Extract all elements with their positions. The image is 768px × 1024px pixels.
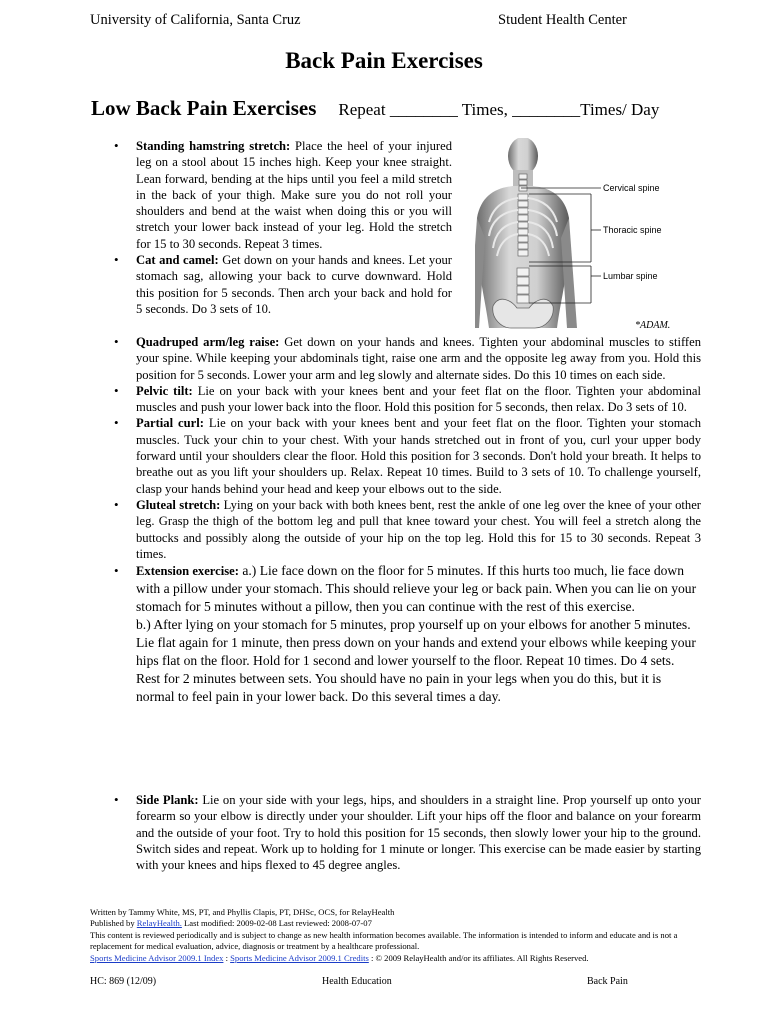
figure-label-lumbar: Lumbar spine [603, 271, 658, 281]
exercise-list-top [136, 138, 452, 317]
list-item: • Cat and camel: Get down on your hands and knees. Let your stomach sag, allowing your back to curve downward. Hold this position for 5 seconds. Then arch your back and hold for 5 seconds. Do 3 sets of 10. [136, 252, 452, 317]
footer-published: Published by RelayHealth. Last modified: 2009-02-08 Last reviewed: 2008-07-07 [90, 918, 372, 929]
exercise-list-bottom [136, 792, 701, 873]
credits-link[interactable]: Sports Medicine Advisor 2009.1 Credits [230, 952, 369, 963]
adam-logo: *ADAM. [635, 320, 671, 331]
publisher-link[interactable]: RelayHealth. [136, 918, 182, 929]
figure-label-thoracic: Thoracic spine [603, 225, 662, 235]
list-item: • Side Plank: Lie on your side with your legs, hips, and shoulders in a straight line. Prop yourself up onto your forearm so your elbow is directly under your shoulder. Lift your hips off the floor and balance on your forearm and the outside of your foot. Try to hold this position for 15 seconds, then slowly lower your hip to the ground. Switch sides and repeat. Work up to holding for 1 minute or longer. This exercise can be made easier by starting with your knees and hips flexed to 45 degree angles. [136, 792, 701, 873]
index-link[interactable]: Sports Medicine Advisor 2009.1 Index [90, 952, 224, 963]
document-category: Health Education [322, 976, 392, 987]
footer-author: Written by Tammy White, MS, PT, and Phyllis Clapis, PT, DHSc, OCS, for RelayHealth [90, 907, 395, 917]
spine-figure [475, 138, 695, 332]
document-topic: Back Pain [587, 976, 628, 987]
header-department: Student Health Center [498, 12, 627, 28]
section-title: Low Back Pain Exercises [91, 96, 317, 120]
list-item: • Gluteal stretch: Lying on your back with both knees bent, rest the ankle of one leg over the knee of your other leg. Grasp the thigh of the bottom leg and pull that knee toward your chest. You will feel a stretch along the buttocks and possibly along the outside of your hip on the top leg. Hold this for 15 to 30 seconds. Repeat 3 times. [136, 497, 701, 562]
list-item: • Standing hamstring stretch: Place the heel of your injured leg on a stool about 15 inches high. Keep your knee straight. Lean forward, bending at the hips until you feel a mild stretch in the back of your thigh. Make sure you do not roll your shoulders and bend at the waist when doing this or you will stretch your lower back instead of your leg. Hold the stretch for 15 to 30 seconds. Repeat 3 times. [136, 138, 452, 252]
figure-label-cervical: Cervical spine [603, 183, 660, 193]
list-item: • Partial curl: Lie on your back with your knees bent and your feet flat on the floor. Tighten your stomach muscles. Tuck your chin to your chest. With your hands stretched out in front of you, curl your upper body forward until your shoulders clear the floor. Hold this position for 3 seconds. Don't hold your breath. It helps to breathe out as you lift your shoulders up. Relax. Repeat 10 times. Build to 3 sets of 10. To challenge yourself, clasp your hands behind your head and keep your elbows out to the side. [136, 415, 701, 496]
list-item: • Pelvic tilt: Lie on your back with your knees bent and your feet flat on the floor. Tighten your abdominal muscles and push your lower back into the floor. Hold this position for 5 seconds, then relax. Do 3 sets of 10. [136, 383, 701, 416]
footer-disclaimer: This content is reviewed periodically and is subject to change as new health information becomes available. The information is intended to inform and educate and is not a replacement for medical evaluation, advice, diagnosis or treatment by a healthcare professional. [90, 929, 678, 952]
footer-credits [90, 907, 690, 964]
footer-links: Sports Medicine Advisor 2009.1 Index : Sports Medicine Advisor 2009.1 Credits : © 2009 RelayHealth and/or its affiliates. All Rights Reserved. [90, 952, 589, 963]
list-item: • Extension exercise: a.) Lie face down on the floor for 5 minutes. If this hurts too much, lie face down with a pillow under your stomach. This should relieve your leg or back pain. When you can lie on your stomach for 5 minutes without a pillow, then you can continue with the rest of this exercise. b.) After lying on your stomach for 5 minutes, prop yourself up on your elbows for another 5 minutes. Lie flat again for 1 minute, then press down on your hands and extend your elbows while keeping your hips flat on the floor. Hold for 1 second and lower yourself to the floor. Repeat 10 times. Do 4 sets. Rest for 2 minutes between sets. You should have no pain in your legs when you do this, but it is normal to feel pain in your lower back. Do this several times a day. [136, 562, 701, 706]
document-code: HC: 869 (12/09) [90, 976, 157, 987]
header-institution: University of California, Santa Cruz [90, 12, 301, 28]
page-title: Back Pain Exercises [285, 48, 483, 73]
exercise-list-main [136, 334, 701, 706]
spine-illustration [475, 138, 695, 332]
section-heading [91, 96, 659, 121]
repeat-line: Repeat ________ Times, ________Times/ Day [338, 100, 660, 119]
list-item: • Quadruped arm/leg raise: Get down on your hands and knees. Tighten your abdominal muscles to stiffen your spine. While keeping your abdominals tight, raise one arm and the opposite leg away from you. Hold this position for 5 seconds. Lower your arm and leg slowly and alternate sides. Do this 10 times on each side. [136, 334, 701, 383]
